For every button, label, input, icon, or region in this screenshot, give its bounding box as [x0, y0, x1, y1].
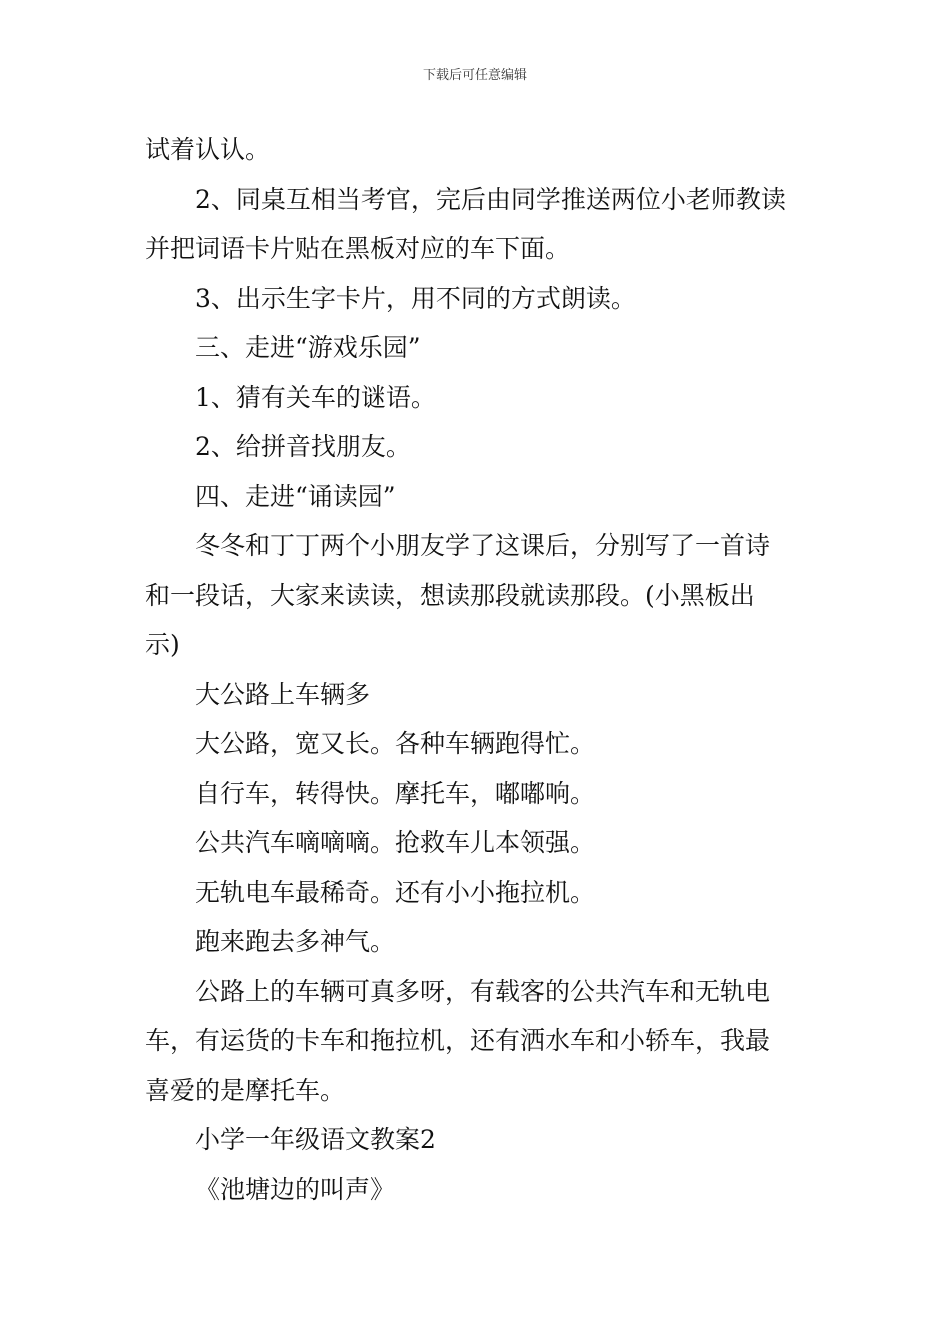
text-line: 公路上的车辆可真多呀，有载客的公共汽车和无轨电	[195, 976, 771, 1006]
poem-line: 公共汽车嘀嘀嘀。抢救车儿本领强。	[195, 828, 596, 857]
poem-line: 跑来跑去多神气。	[195, 927, 396, 956]
section-heading: 四、走进“诵读园”	[195, 481, 396, 511]
document-body	[145, 125, 809, 1214]
text-line: 3、出示生字卡片，用不同的方式朗读。	[195, 283, 636, 313]
text-line: 2、给拼音找朋友。	[195, 432, 411, 461]
poem-line: 自行车，转得快。摩托车，嘟嘟响。	[195, 778, 596, 808]
text-line: 示)	[145, 630, 180, 659]
text-line: 冬冬和丁丁两个小朋友学了这课后，分别写了一首诗	[195, 531, 771, 560]
text-line: 1、猜有关车的谜语。	[195, 382, 436, 412]
page-header: 下载后可任意编辑	[422, 68, 527, 83]
text-line: 和一段话，大家来读读，想读那段就读那段。(小黑板出	[145, 580, 755, 610]
poem-title: 大公路上车辆多	[195, 679, 371, 709]
text-line: 2、同桌互相当考官，完后由同学推送两位小老师教读	[195, 184, 786, 214]
poem-line: 无轨电车最稀奇。还有小小拖拉机。	[195, 877, 596, 907]
section-heading: 三、走进“游戏乐园”	[195, 333, 421, 362]
text-line: 并把词语卡片贴在黑板对应的车下面。	[145, 234, 571, 263]
lesson-title: 小学一年级语文教案2	[195, 1125, 436, 1154]
lesson-subtitle: 《池塘边的叫声》	[195, 1174, 396, 1204]
text-line: 车，有运货的卡车和拖拉机，还有洒水车和小轿车，我最	[145, 1026, 771, 1055]
text-line: 喜爱的是摩托车。	[145, 1075, 346, 1105]
text-line: 试着认认。	[145, 135, 271, 164]
poem-line: 大公路，宽又长。各种车辆跑得忙。	[195, 729, 596, 758]
